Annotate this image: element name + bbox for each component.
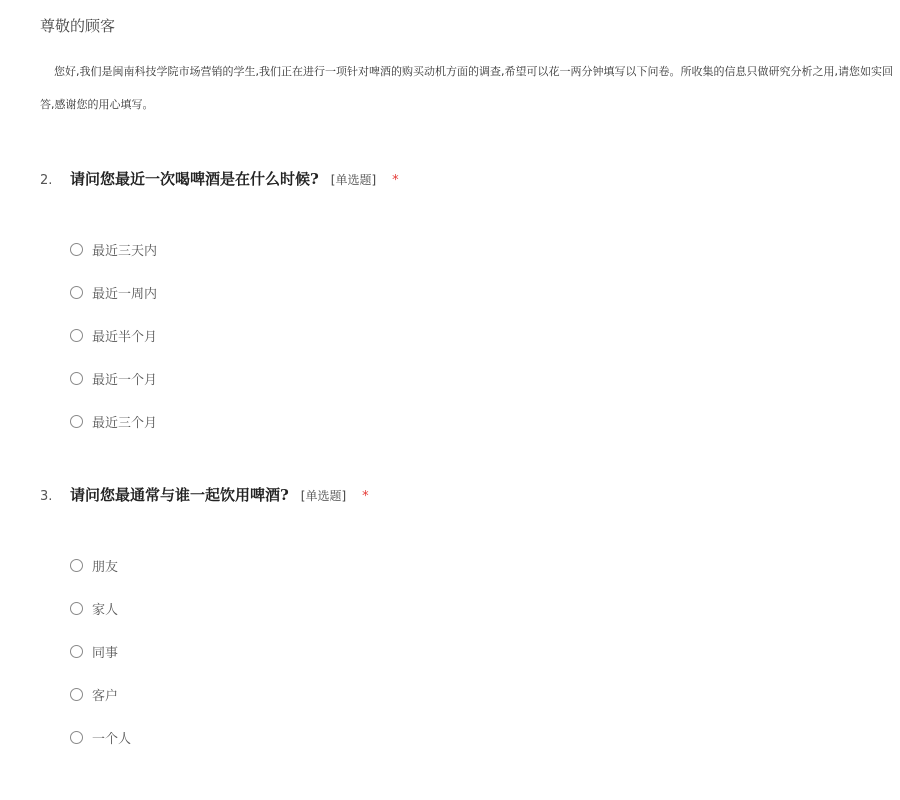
radio-button[interactable] bbox=[70, 415, 83, 428]
question-text: 请问您最近一次喝啤酒是在什么时候? bbox=[70, 170, 319, 188]
option-label[interactable]: 朋友 bbox=[92, 560, 119, 575]
option-q2-5[interactable] bbox=[70, 400, 157, 443]
question-3 bbox=[40, 484, 880, 747]
option-label[interactable]: 最近三天内 bbox=[92, 244, 158, 259]
options-list bbox=[70, 228, 157, 443]
option-label[interactable]: 同事 bbox=[92, 646, 119, 661]
option-q3-5[interactable] bbox=[70, 716, 131, 759]
radio-button[interactable] bbox=[70, 286, 83, 299]
option-label[interactable]: 客户 bbox=[92, 689, 119, 704]
radio-button[interactable] bbox=[70, 602, 83, 615]
question-type-label: [单选题] bbox=[330, 173, 377, 187]
required-asterisk: * bbox=[362, 489, 369, 504]
radio-button[interactable] bbox=[70, 329, 83, 342]
question-number: 3. bbox=[40, 489, 53, 504]
survey-intro: 您好,我们是闽南科技学院市场营销的学生,我们正在进行一项针对啤酒的购买动机方面的调查,希望可以花一两分钟填写以下问卷。所收集的信息只做研究分析之用,请您如实回答,感谢您的用心填写。 bbox=[40, 65, 893, 111]
question-title-row bbox=[40, 484, 880, 508]
question-number: 2. bbox=[40, 173, 53, 188]
option-q3-1[interactable] bbox=[70, 544, 131, 587]
question-type-label: [单选题] bbox=[300, 489, 347, 503]
radio-button[interactable] bbox=[70, 243, 83, 256]
option-q3-3[interactable] bbox=[70, 630, 131, 673]
greeting-heading: 尊敬的顾客 bbox=[40, 17, 116, 35]
option-q2-4[interactable] bbox=[70, 357, 157, 400]
question-title-row bbox=[40, 168, 880, 192]
question-text: 请问您最通常与谁一起饮用啤酒? bbox=[70, 486, 289, 504]
option-label[interactable]: 最近三个月 bbox=[92, 416, 158, 431]
radio-button[interactable] bbox=[70, 731, 83, 744]
radio-button[interactable] bbox=[70, 645, 83, 658]
radio-button[interactable] bbox=[70, 372, 83, 385]
question-2 bbox=[40, 168, 880, 431]
option-q2-3[interactable] bbox=[70, 314, 157, 357]
options-list bbox=[70, 544, 131, 759]
option-q3-4[interactable] bbox=[70, 673, 131, 716]
option-q2-2[interactable] bbox=[70, 271, 157, 314]
option-q2-1[interactable] bbox=[70, 228, 157, 271]
option-label[interactable]: 一个人 bbox=[92, 732, 132, 747]
radio-button[interactable] bbox=[70, 688, 83, 701]
option-label[interactable]: 最近一周内 bbox=[92, 287, 158, 302]
option-label[interactable]: 最近半个月 bbox=[92, 330, 158, 345]
option-q3-2[interactable] bbox=[70, 587, 131, 630]
option-label[interactable]: 家人 bbox=[92, 603, 119, 618]
radio-button[interactable] bbox=[70, 559, 83, 572]
required-asterisk: * bbox=[392, 173, 399, 188]
option-label[interactable]: 最近一个月 bbox=[92, 373, 158, 388]
